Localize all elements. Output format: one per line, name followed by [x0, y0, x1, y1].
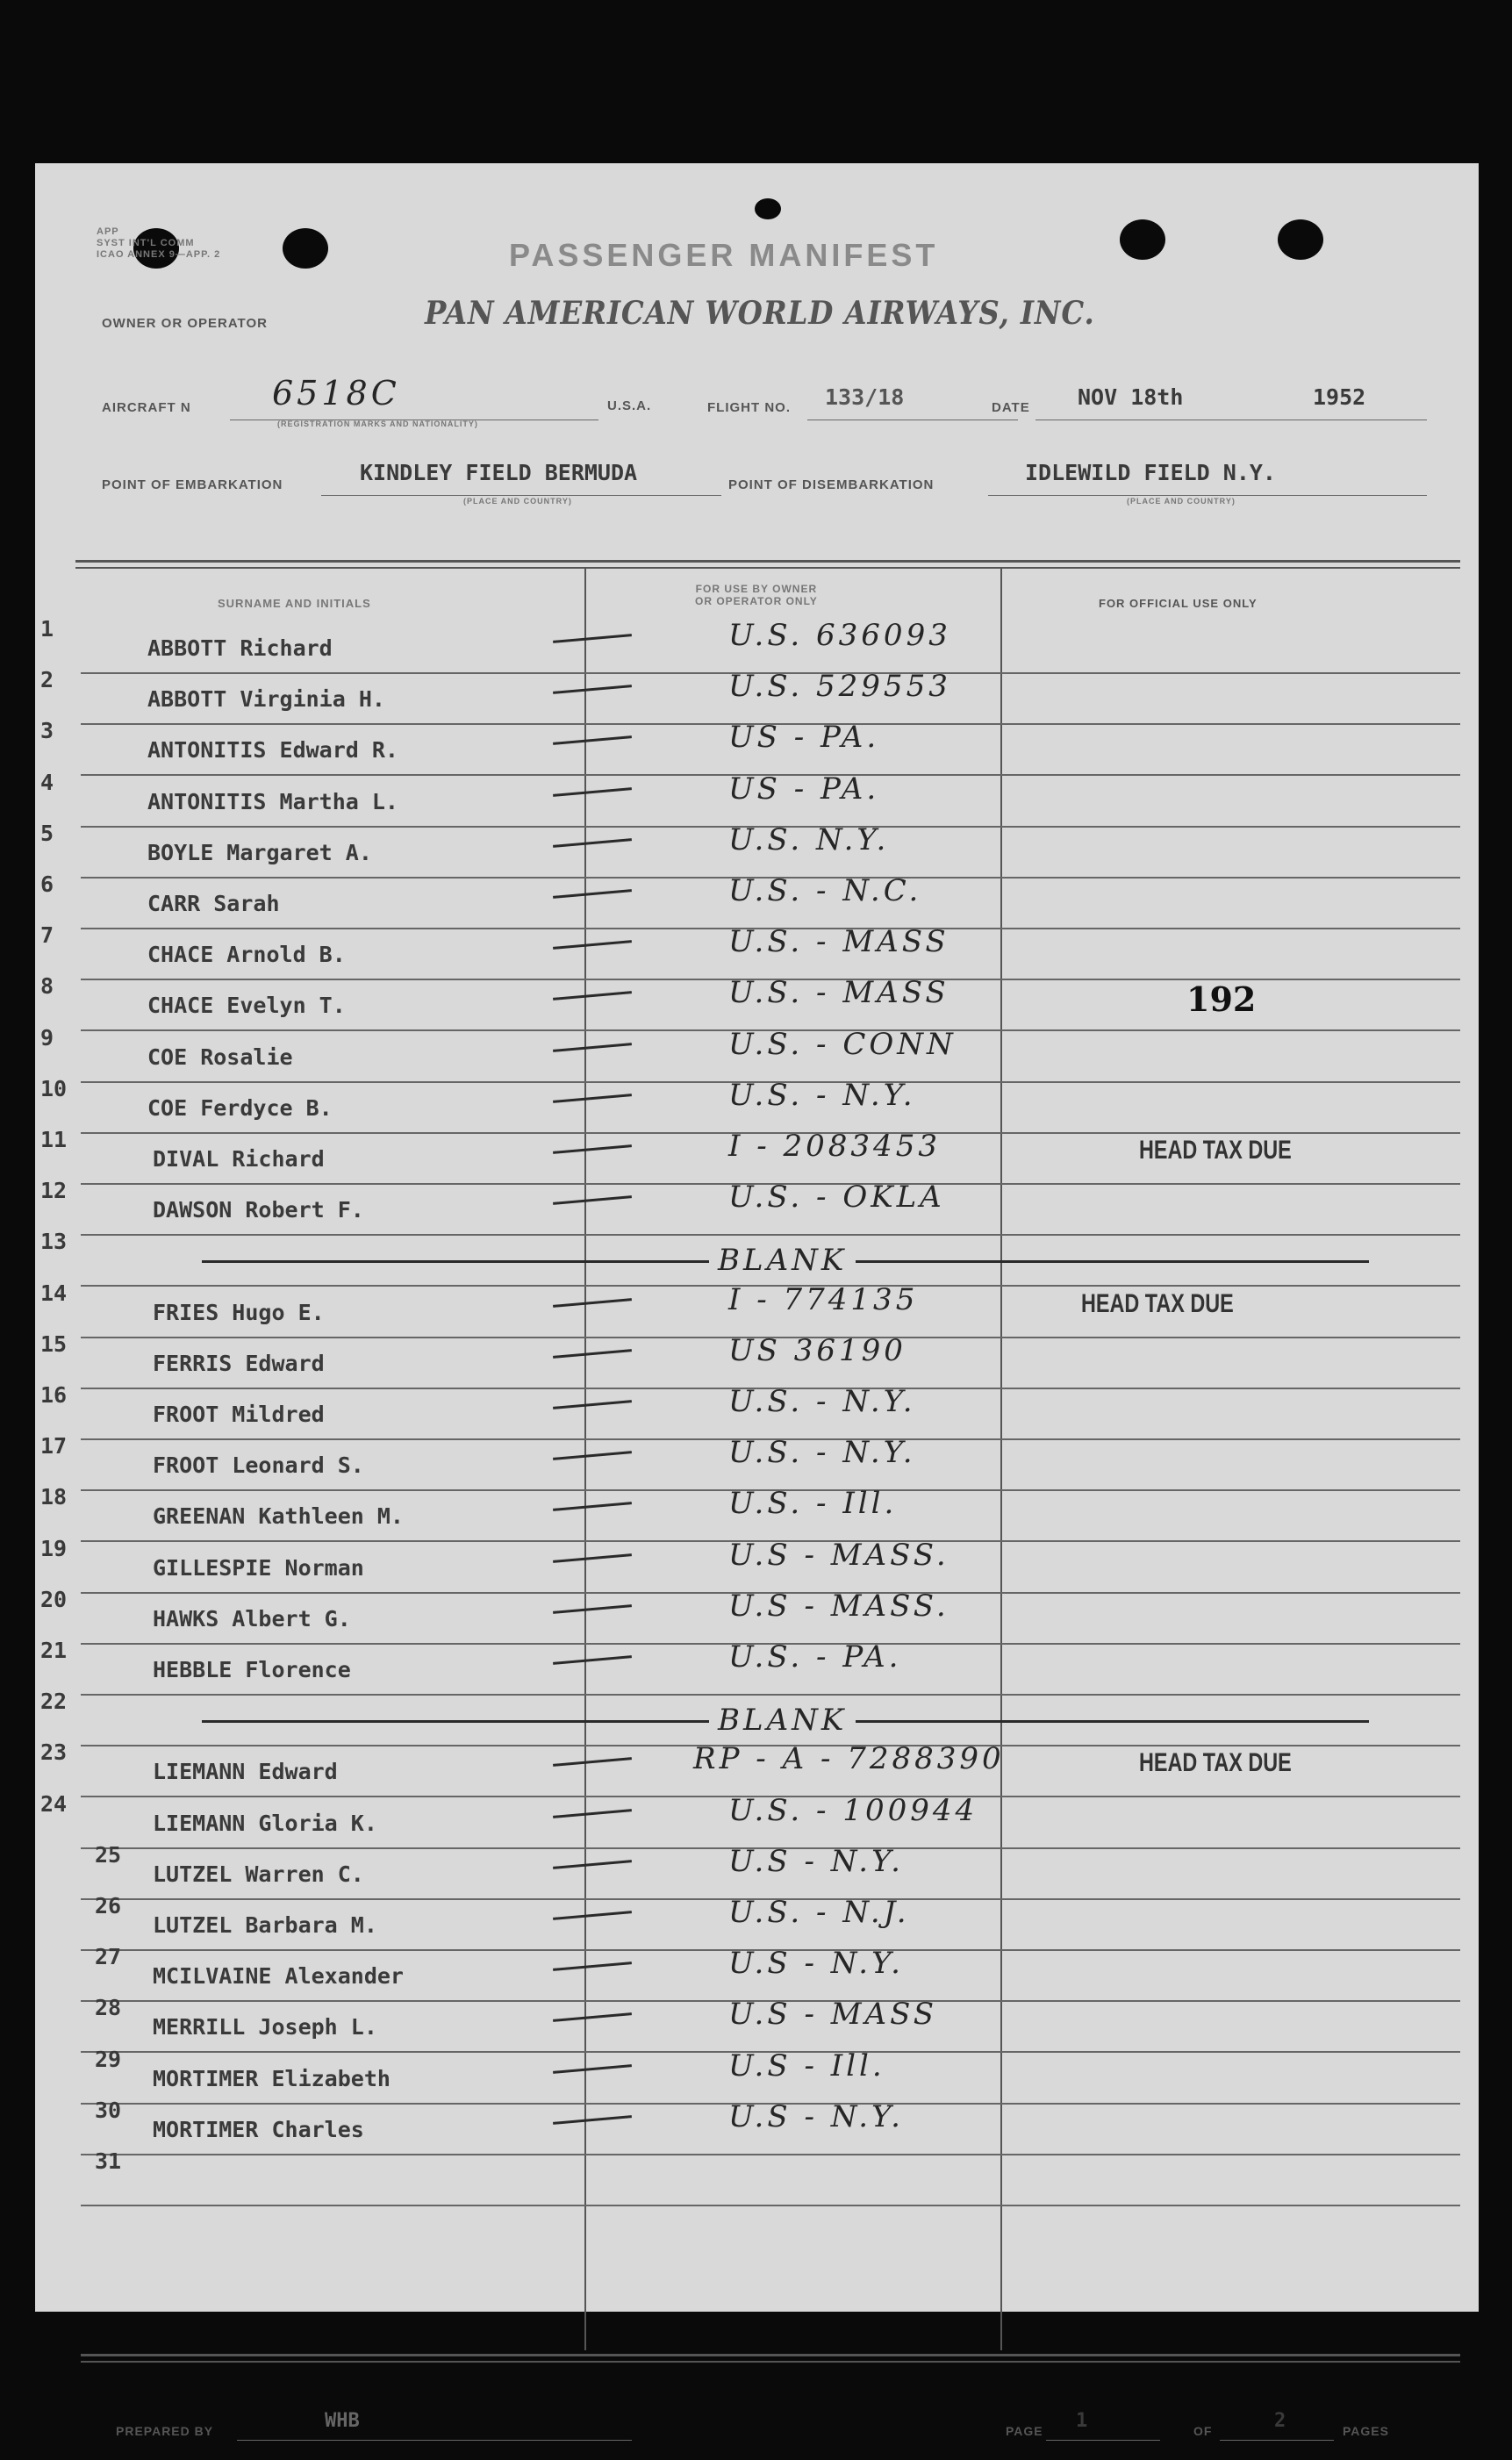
owner-use-value: U.S. 636093: [728, 618, 951, 653]
passenger-name: FERRIS Edward: [153, 1351, 325, 1376]
row-rule: [81, 2154, 1460, 2155]
tick-mark: [553, 634, 632, 643]
table-row: [35, 1995, 1479, 2055]
owner-use-value: U.S. - N.C.: [728, 873, 922, 908]
flight-value: 133/18: [825, 384, 905, 410]
row-number: 8: [40, 973, 54, 999]
page-value: 1: [1076, 2410, 1088, 2432]
date-label: DATE: [992, 400, 1030, 415]
passenger-name: COE Ferdyce B.: [147, 1095, 333, 1121]
row-number: 3: [40, 718, 54, 743]
passenger-name: CARR Sarah: [147, 891, 280, 916]
tick-mark: [553, 940, 632, 950]
tick-mark: [553, 1094, 632, 1103]
row-number: 17: [40, 1433, 68, 1459]
place-caption: (PLACE AND COUNTRY): [463, 497, 572, 506]
punch-hole: [1278, 219, 1323, 260]
year-value: 1952: [1313, 384, 1366, 410]
row-number: 1: [40, 616, 54, 642]
passenger-name: COE Rosalie: [147, 1044, 293, 1070]
passenger-name: BOYLE Margaret A.: [147, 840, 372, 865]
manifest-sheet: [35, 163, 1479, 2438]
form-code: APP SYST INT'L COMM ICAO ANNEX 9—APP. 2: [97, 226, 221, 260]
passenger-name: DAWSON Robert F.: [153, 1197, 364, 1223]
official-use-value: HEAD TAX DUE: [1081, 1289, 1234, 1318]
passenger-name: LUTZEL Warren C.: [153, 1861, 364, 1887]
owner-use-value: US 36190: [728, 1333, 906, 1368]
disembarkation-label: POINT OF DISEMBARKATION: [728, 477, 935, 492]
place-caption: (PLACE AND COUNTRY): [1127, 497, 1236, 506]
owner-use-value: BLANK: [709, 1243, 856, 1278]
row-number: 13: [40, 1229, 68, 1254]
owner-use-value: U.S. - MASS: [728, 975, 949, 1010]
table-row: [35, 2098, 1479, 2157]
row-number: 24: [40, 1791, 68, 1817]
row-number: 25: [95, 1842, 122, 1868]
tick-mark: [553, 1757, 632, 1767]
tick-mark: [553, 1860, 632, 1869]
tick-mark: [553, 1400, 632, 1409]
tick-mark: [553, 2012, 632, 2022]
owner-use-value: U.S - N.Y.: [728, 2099, 904, 2134]
tear-mark: [755, 198, 781, 219]
owner-use-value: U.S. - OKLA: [728, 1180, 945, 1215]
passenger-name: DIVAL Richard: [153, 1146, 325, 1172]
row-number: 26: [95, 1893, 122, 1919]
passenger-name: CHACE Evelyn T.: [147, 993, 346, 1018]
owner-use-value: U.S. - N.Y.: [728, 1078, 916, 1113]
row-number: 16: [40, 1382, 68, 1408]
owner-use-value: U.S - MASS: [728, 1997, 938, 2032]
owner-use-value: U.S. - MASS: [728, 924, 949, 959]
table-row: [35, 1484, 1479, 1544]
passenger-name: ANTONITIS Martha L.: [147, 789, 398, 814]
passenger-name: GREENAN Kathleen M.: [153, 1503, 404, 1529]
owner-use-value: I - 774135: [728, 1282, 919, 1317]
table-row: [35, 1638, 1479, 1697]
row-number: 11: [40, 1127, 68, 1152]
row-number: 29: [95, 2047, 122, 2072]
row-number: 20: [40, 1587, 68, 1612]
row-number: 7: [40, 922, 54, 948]
row-rule: [81, 1234, 1460, 1236]
owner-use-value: US - PA.: [728, 720, 880, 755]
tick-mark: [553, 838, 632, 848]
operator-name: PAN AMERICAN WORLD AIRWAYS, INC.: [425, 295, 1095, 332]
prepared-value: WHB: [325, 2410, 360, 2432]
tick-mark: [553, 685, 632, 694]
owner-use-value: U.S - N.Y.: [728, 1844, 904, 1879]
aircraft-value: 6518C: [272, 374, 400, 412]
owner-use-value: RP - A - 7288390: [693, 1741, 1005, 1776]
owner-use-value: U.S - N.Y.: [728, 1946, 904, 1981]
tick-mark: [553, 1553, 632, 1563]
passenger-name: HEBBLE Florence: [153, 1657, 351, 1682]
owner-use-value: U.S. 529553: [728, 669, 951, 704]
row-number: 23: [40, 1739, 68, 1765]
row-number: 12: [40, 1178, 68, 1203]
owner-use-value: BLANK: [709, 1703, 856, 1738]
tick-mark: [553, 889, 632, 899]
owner-use-value: I - 2083453: [728, 1129, 941, 1164]
owner-use-value: U.S. - N.Y.: [728, 1435, 916, 1470]
row-number: 18: [40, 1484, 68, 1510]
tick-mark: [553, 1502, 632, 1511]
owner-use-value: U.S. - N.Y.: [728, 1384, 916, 1419]
embarkation-label: POINT OF EMBARKATION: [102, 477, 283, 492]
owner-use-value: U.S. N.Y.: [728, 822, 890, 857]
tick-mark: [553, 1604, 632, 1614]
row-number: 31: [95, 2148, 122, 2174]
passenger-name: FRIES Hugo E.: [153, 1300, 325, 1325]
row-number: 5: [40, 821, 54, 846]
table-row: [35, 718, 1479, 778]
row-number: 10: [40, 1076, 68, 1101]
passenger-name: ABBOTT Richard: [147, 635, 333, 661]
passenger-name: ANTONITIS Edward R.: [147, 737, 398, 763]
owner-use-value: US - PA.: [728, 771, 880, 807]
col-surname-header: SURNAME AND INITIALS: [218, 597, 371, 610]
tick-mark: [553, 2115, 632, 2125]
tick-mark: [553, 1655, 632, 1665]
passenger-name: MORTIMER Elizabeth: [153, 2066, 391, 2091]
prepared-label: PREPARED BY: [116, 2424, 214, 2438]
owner-use-value: U.S - MASS.: [728, 1589, 949, 1624]
tick-mark: [553, 1911, 632, 1920]
disembarkation-value: IDLEWILD FIELD N.Y.: [1025, 460, 1276, 485]
tick-mark: [553, 991, 632, 1000]
row-number: 9: [40, 1025, 54, 1051]
table-row: [35, 1178, 1479, 1237]
usa-label: U.S.A.: [607, 398, 652, 413]
pages-label: PAGES: [1343, 2424, 1389, 2438]
passenger-name: LUTZEL Barbara M.: [153, 1912, 377, 1938]
official-use-value: HEAD TAX DUE: [1139, 1748, 1292, 1777]
row-number: 30: [95, 2098, 122, 2123]
tick-mark: [553, 787, 632, 797]
row-number: 19: [40, 1536, 68, 1561]
passenger-name: FROOT Leonard S.: [153, 1452, 364, 1478]
row-number: 2: [40, 667, 54, 692]
passenger-name: HAWKS Albert G.: [153, 1606, 351, 1632]
official-number: 192: [1186, 979, 1257, 1019]
passenger-name: LIEMANN Edward: [153, 1759, 338, 1784]
owner-use-value: U.S. - CONN: [728, 1027, 957, 1062]
tick-mark: [553, 1962, 632, 1971]
owner-label: OWNER OR OPERATOR: [102, 316, 268, 331]
table-row: [35, 973, 1479, 1033]
row-rule: [81, 2205, 1460, 2206]
col-official-header: FOR OFFICIAL USE ONLY: [1099, 597, 1258, 610]
official-use-value: HEAD TAX DUE: [1139, 1136, 1292, 1165]
page-label: PAGE: [1006, 2424, 1043, 2438]
punch-hole: [1120, 219, 1165, 260]
tick-mark: [553, 735, 632, 745]
row-number: 27: [95, 1944, 122, 1969]
passenger-name: LIEMANN Gloria K.: [153, 1811, 377, 1836]
passenger-name: MCILVAINE Alexander: [153, 1963, 404, 1989]
passenger-name: FROOT Mildred: [153, 1402, 325, 1427]
tick-mark: [553, 1349, 632, 1359]
owner-use-value: U.S. - Ill.: [728, 1486, 898, 1521]
owner-use-value: U.S. - PA.: [728, 1639, 902, 1675]
punch-hole: [283, 228, 328, 269]
tick-mark: [553, 1195, 632, 1205]
row-number: 4: [40, 770, 54, 795]
owner-use-value: U.S. - N.J.: [728, 1895, 910, 1930]
owner-use-value: U.S - MASS.: [728, 1538, 949, 1573]
row-number: 28: [95, 1995, 122, 2020]
of-value: 2: [1274, 2410, 1286, 2432]
table-row: [35, 1229, 1479, 1288]
aircraft-label: AIRCRAFT N: [102, 400, 191, 415]
passenger-name: GILLESPIE Norman: [153, 1555, 364, 1581]
embarkation-value: KINDLEY FIELD BERMUDA: [360, 460, 638, 485]
table-row: [35, 1739, 1479, 1799]
col-owner-header: FOR USE BY OWNER OR OPERATOR ONLY: [695, 583, 818, 607]
row-number: 15: [40, 1331, 68, 1357]
date-value: NOV 18th: [1078, 384, 1184, 410]
owner-use-value: U.S - Ill.: [728, 2048, 885, 2083]
page-title: PASSENGER MANIFEST: [509, 237, 939, 273]
passenger-name: CHACE Arnold B.: [147, 942, 346, 967]
row-rule: [81, 1694, 1460, 1696]
passenger-name: MORTIMER Charles: [153, 2117, 364, 2142]
passenger-name: ABBOTT Virginia H.: [147, 686, 385, 712]
passenger-name: MERRILL Joseph L.: [153, 2014, 377, 2040]
tick-mark: [553, 2064, 632, 2074]
registration-caption: (REGISTRATION MARKS AND NATIONALITY): [277, 420, 478, 428]
tick-mark: [553, 1144, 632, 1154]
row-number: 21: [40, 1638, 68, 1663]
row-number: 6: [40, 871, 54, 897]
table-row: [35, 2148, 1479, 2208]
tick-mark: [553, 1809, 632, 1818]
flight-label: FLIGHT NO.: [707, 400, 791, 415]
of-label: OF: [1193, 2424, 1213, 2438]
tick-mark: [553, 1298, 632, 1308]
tick-mark: [553, 1451, 632, 1460]
owner-use-value: U.S. - 100944: [728, 1793, 978, 1828]
row-number: 22: [40, 1689, 68, 1714]
tick-mark: [553, 1043, 632, 1052]
row-number: 14: [40, 1280, 68, 1306]
